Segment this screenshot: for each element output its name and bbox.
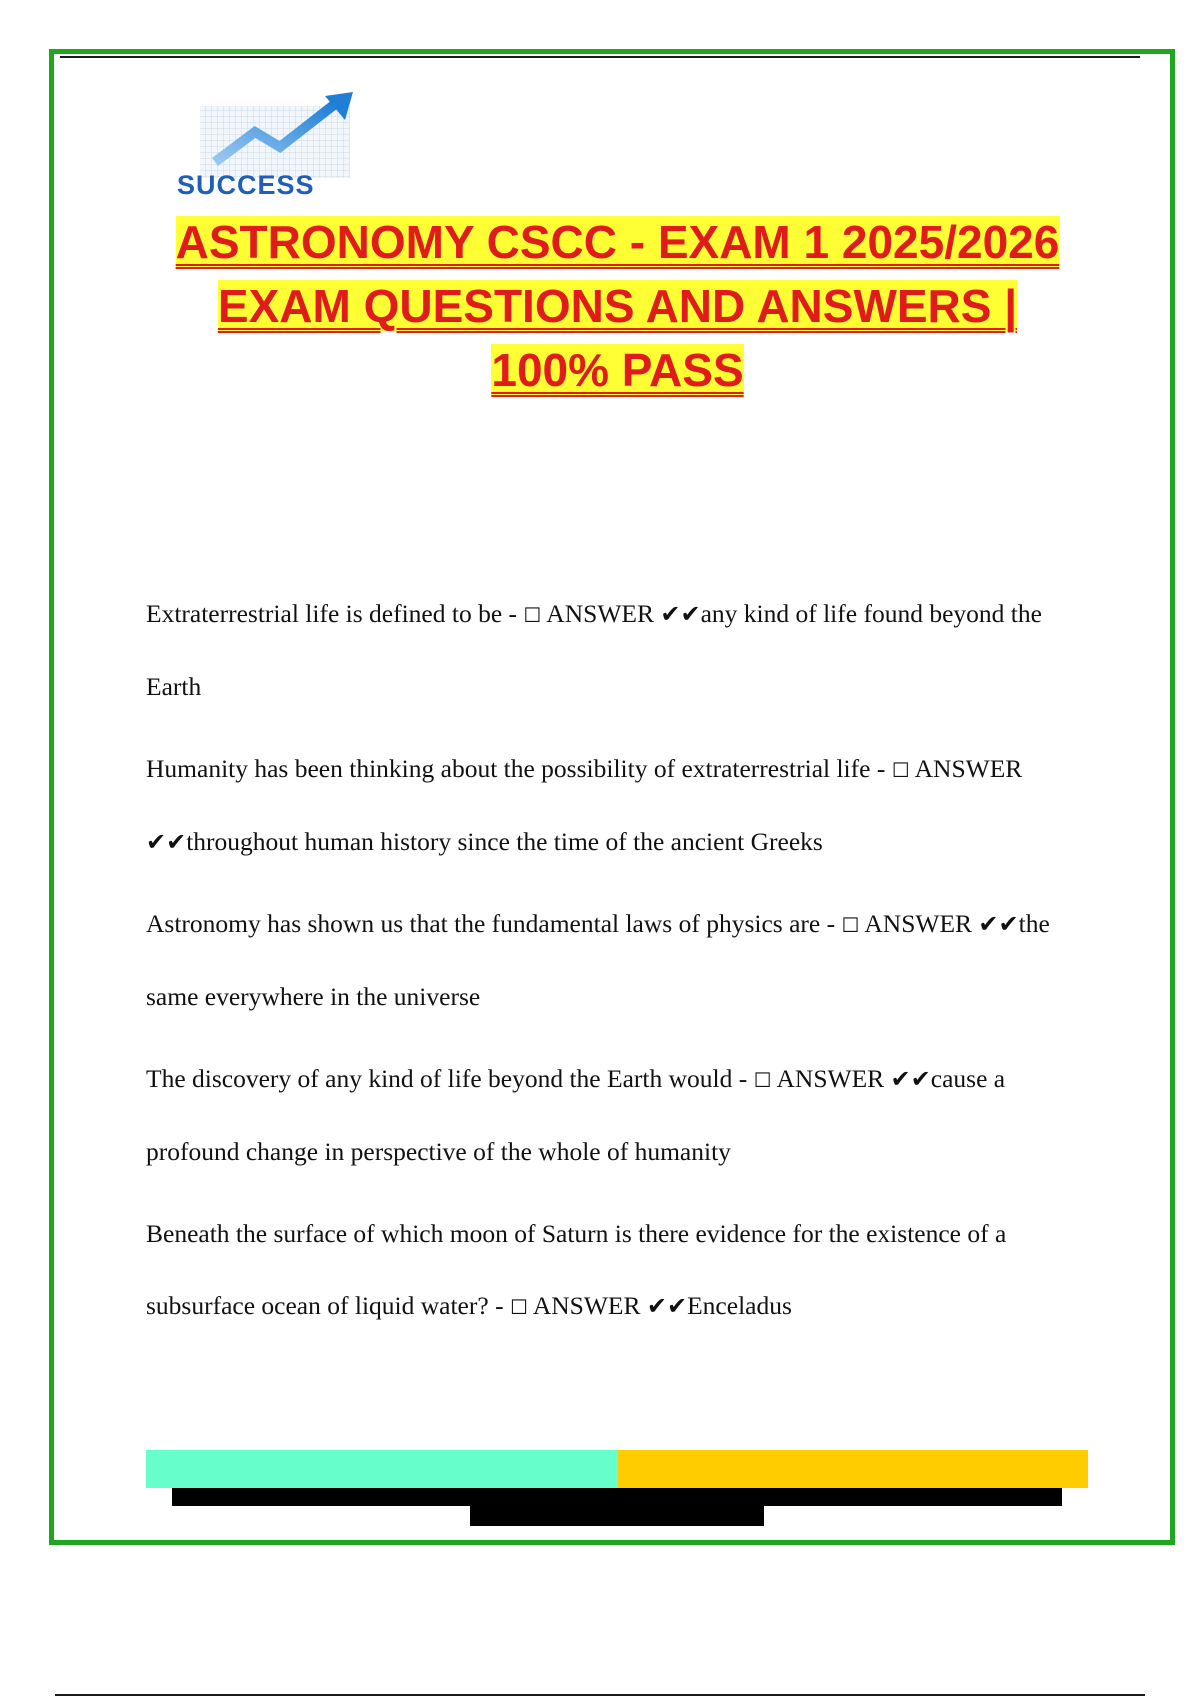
box-glyph-icon: ☐ xyxy=(753,1068,772,1092)
box-glyph-icon: ☐ xyxy=(509,1295,528,1319)
box-glyph-icon: ☐ xyxy=(891,758,910,782)
question-text: The discovery of any kind of life beyond the Earth would xyxy=(146,1064,733,1093)
bottom-rule xyxy=(55,1694,1145,1696)
footer-bar-teal xyxy=(146,1450,618,1488)
answer-label: ANSWER xyxy=(541,599,661,628)
title-line: 100% PASS xyxy=(491,344,744,396)
answer-label: ANSWER xyxy=(859,909,979,938)
question-text: Extraterrestrial life is defined to be xyxy=(146,599,503,628)
double-check-icon: ✔✔ xyxy=(978,910,1019,938)
title-line: EXAM QUESTIONS AND ANSWERS | xyxy=(217,280,1018,332)
footer-bar-black xyxy=(172,1488,1062,1506)
qa-item xyxy=(146,1198,1096,1343)
qa-item xyxy=(146,733,1096,878)
question-text: Beneath the surface of which moon of Saturn is there evidence for the existence of a subsurface ocean of liquid water? xyxy=(146,1219,1007,1320)
answer-text: Enceladus xyxy=(687,1291,792,1320)
qa-item xyxy=(146,1043,1096,1188)
box-glyph-icon: ☐ xyxy=(841,913,860,937)
separator: - xyxy=(488,1291,510,1320)
rising-chart-arrow-icon xyxy=(175,92,375,182)
question-text: Humanity has been thinking about the possibility of extraterrestrial life xyxy=(146,754,871,783)
box-glyph-icon: ☐ xyxy=(523,603,542,627)
double-check-icon: ✔✔ xyxy=(646,1292,688,1320)
document-title xyxy=(130,210,1105,402)
separator: - xyxy=(820,909,842,938)
answer-text: throughout human history since the time of the ancient Greeks xyxy=(186,827,823,856)
double-check-icon: ✔✔ xyxy=(146,828,187,856)
logo-text: SUCCESS xyxy=(177,170,315,200)
answer-text: the same everywhere in the universe xyxy=(146,909,1050,1011)
qa-item xyxy=(146,578,1096,723)
answer-text: any kind of life found beyond the Earth xyxy=(146,599,1042,701)
separator: - xyxy=(502,599,524,628)
answer-text: cause a profound change in perspective of the whole of humanity xyxy=(146,1064,1006,1166)
separator: - xyxy=(732,1064,754,1093)
success-logo xyxy=(175,92,375,204)
double-check-icon: ✔✔ xyxy=(890,1065,931,1093)
separator: - xyxy=(870,754,892,783)
answer-label: ANSWER xyxy=(771,1064,891,1093)
double-check-icon: ✔✔ xyxy=(660,600,701,628)
footer-bar-black-center xyxy=(470,1506,764,1526)
title-line: ASTRONOMY CSCC - EXAM 1 2025/2026 xyxy=(175,216,1060,268)
answer-label: ANSWER xyxy=(909,754,1023,783)
qa-list xyxy=(146,578,1096,1353)
qa-item xyxy=(146,888,1096,1033)
answer-label: ANSWER xyxy=(527,1291,647,1320)
footer-bar-gold xyxy=(618,1450,1088,1488)
question-text: Astronomy has shown us that the fundamental laws of physics are xyxy=(146,909,821,938)
